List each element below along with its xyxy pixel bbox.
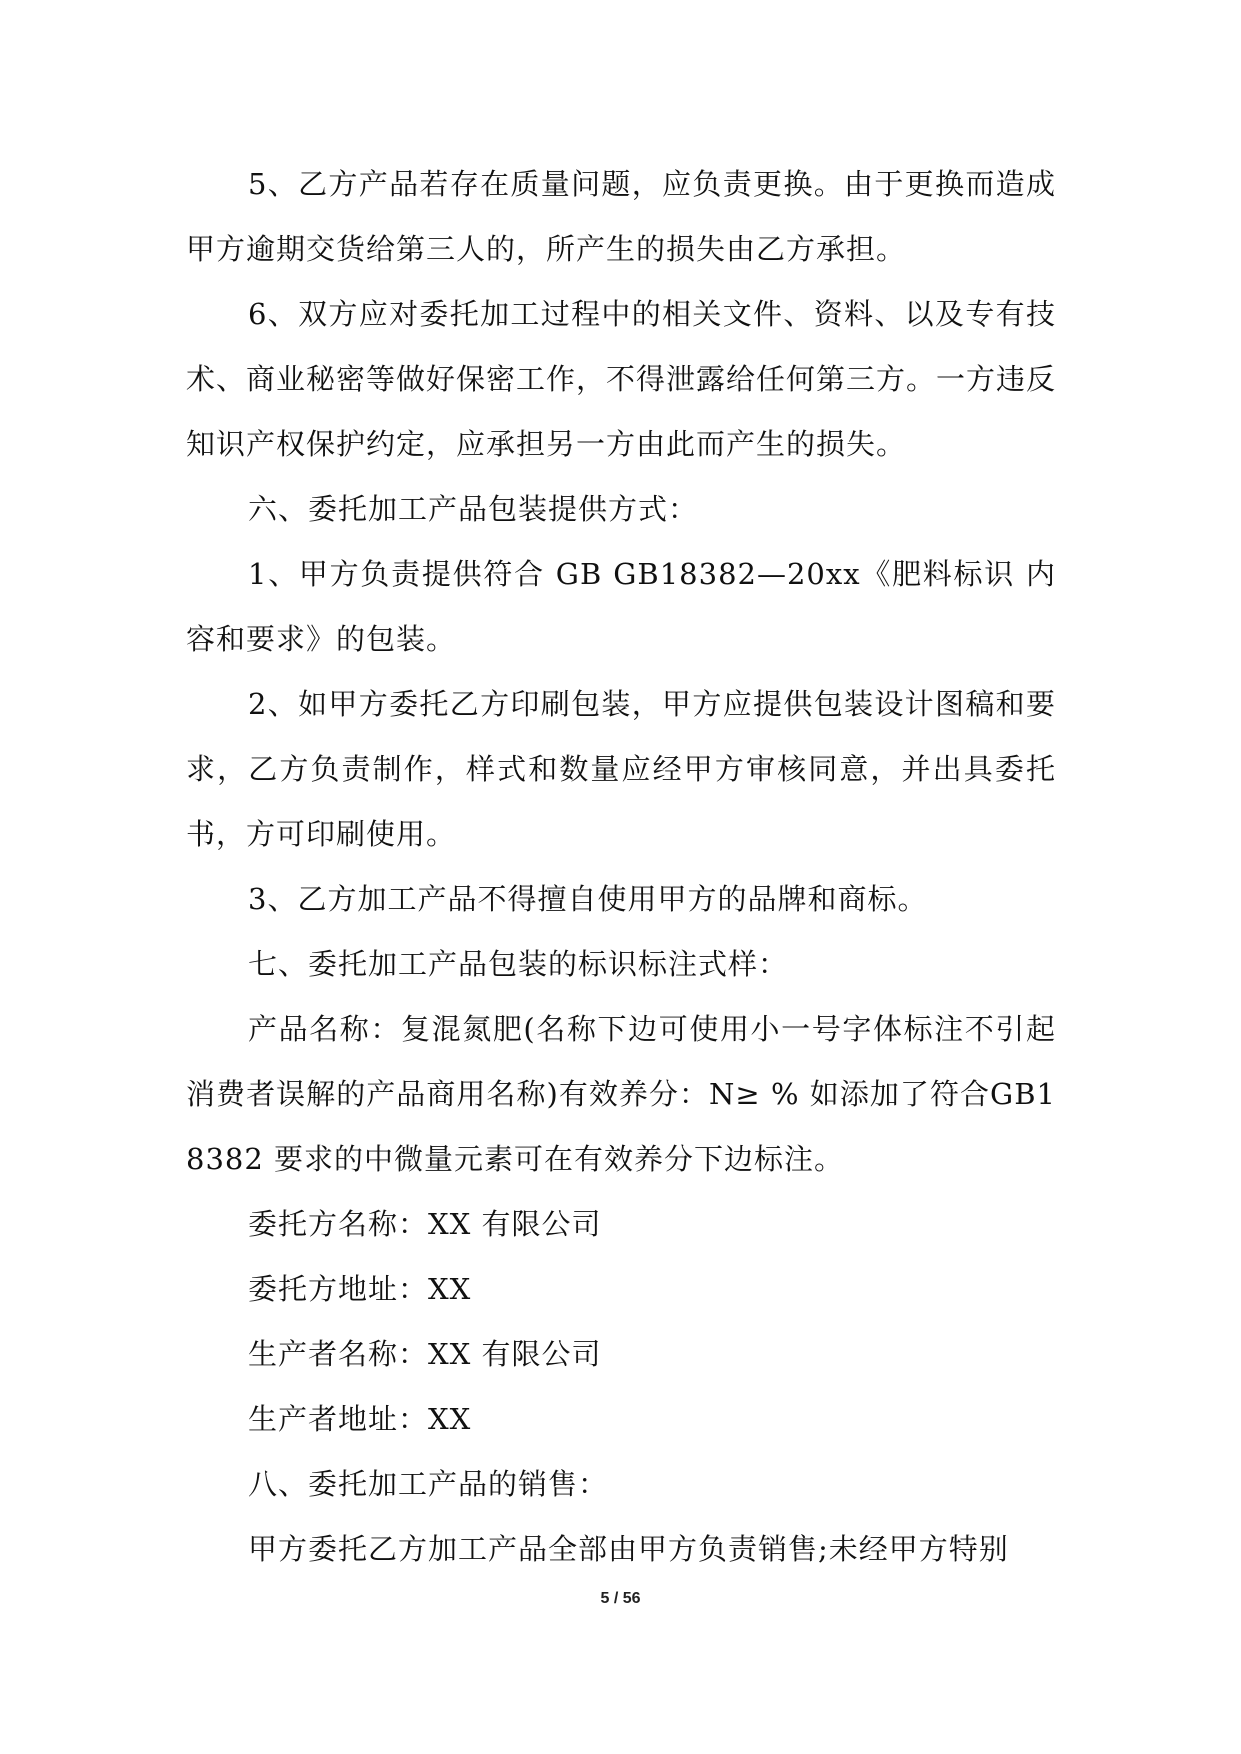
paragraph-item-2: 2、如甲方委托乙方印刷包装，甲方应提供包装设计图稿和要求，乙方负责制作，样式和数量应经甲方审核同意，并出具委托书，方可印刷使用。 — [186, 687, 1056, 851]
section-heading-6: 六、委托加工产品包装提供方式： — [248, 492, 699, 526]
paragraph-producer-name: 生产者名称：XX 有限公司 — [248, 1337, 602, 1371]
paragraph-clause-6: 6、双方应对委托加工过程中的相关文件、资料、以及专有技术、商业秘密等做好保密工作，不得泄露给任何第三方。一方违反知识产权保护约定，应承担另一方由此而产生的损失。 — [186, 297, 1057, 461]
paragraph-sales: 甲方委托乙方加工产品全部由甲方负责销售;未经甲方特别 — [248, 1532, 1009, 1566]
paragraph-client-name: 委托方名称：XX 有限公司 — [248, 1207, 602, 1241]
paragraph-producer-address: 生产者地址：XX — [248, 1402, 472, 1436]
section-heading-8: 八、委托加工产品的销售： — [248, 1467, 609, 1501]
paragraph-item-1: 1、甲方负责提供符合 GB GB18382—20xx《肥料标识 内容和要求》的包装。 — [186, 557, 1056, 656]
paragraph-clause-5: 5、乙方产品若存在质量问题，应负责更换。由于更换而造成甲方逾期交货给第三人的，所产生的损失由乙方承担。 — [186, 167, 1056, 266]
paragraph-item-3: 3、乙方加工产品不得擅自使用甲方的品牌和商标。 — [248, 882, 928, 916]
document-body — [186, 152, 1056, 1582]
paragraph-client-address: 委托方地址：XX — [248, 1272, 472, 1306]
paragraph-product-name: 产品名称：复混氮肥(名称下边可使用小一号字体标注不引起消费者误解的产品商用名称)有效养分：N≥ % 如添加了符合GB18382 要求的中微量元素可在有效养分下边标注。 — [186, 1012, 1056, 1176]
section-heading-7: 七、委托加工产品包装的标识标注式样： — [248, 947, 789, 981]
page-number: 5 / 56 — [600, 1590, 641, 1607]
